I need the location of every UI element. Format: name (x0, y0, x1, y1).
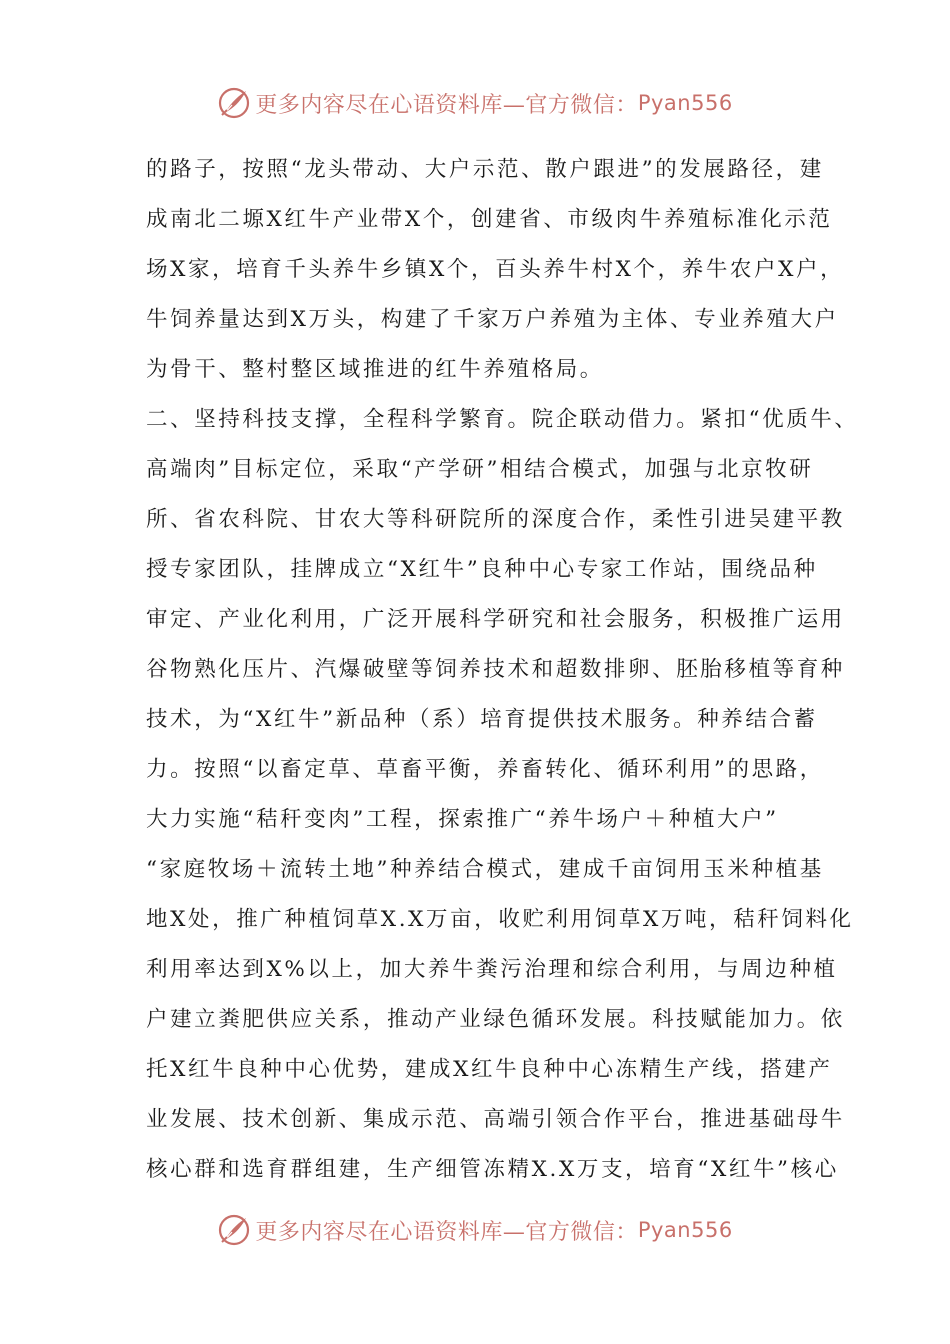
text-line: 技术，为“X红牛”新品种（系）培育提供技术服务。种养结合蓄 (146, 707, 818, 732)
text-line: “家庭牧场＋流转土地”种养结合模式，建成千亩饲用玉米种植基 (146, 857, 824, 882)
quill-pen-logo-icon (217, 1213, 251, 1247)
text-line: 大力实施“秸秆变肉”工程，探索推广“养牛场户＋种植大户” (146, 807, 779, 832)
document-body (146, 145, 859, 1195)
text-line: 高端肉”目标定位，采取“产学研”相结合模式，加强与北京牧研 (146, 457, 814, 482)
text-line: 托X红牛良种中心优势，建成X红牛良种中心冻精生产线，搭建产 (146, 1057, 833, 1082)
text-line: 户建立粪肥供应关系，推动产业绿色循环发展。科技赋能加力。依 (146, 1007, 845, 1032)
footer-watermark (0, 1210, 950, 1250)
quill-pen-logo-icon (217, 86, 251, 120)
text-line: 利用率达到X%以上，加大养牛粪污治理和综合利用，与周边种植 (146, 957, 838, 982)
text-line: 二、坚持科技支撑，全程科学繁育。院企联动借力。紧扣“优质牛、 (146, 407, 859, 432)
text-line: 授专家团队，挂牌成立“X红牛”良种中心专家工作站，围绕品种 (146, 557, 818, 582)
header-watermark (0, 83, 950, 123)
watermark-text: 更多内容尽在心语资料库—官方微信： (255, 92, 638, 118)
text-line: 为骨干、整村整区域推进的红牛养殖格局。 (146, 357, 604, 382)
text-line: 业发展、技术创新、集成示范、高端引领合作平台，推进基础母牛 (146, 1107, 845, 1132)
watermark-wechat-id: Pyan556 (637, 91, 733, 115)
text-line: 所、省农科院、甘农大等科研院所的深度合作，柔性引进吴建平教 (146, 507, 845, 532)
watermark-wechat-id: Pyan556 (637, 1218, 733, 1242)
text-line: 审定、产业化利用，广泛开展科学研究和社会服务，积极推广运用 (146, 607, 845, 632)
text-line: 谷物熟化压片、汽爆破壁等饲养技术和超数排卵、胚胎移植等育种 (146, 657, 845, 682)
text-line: 的路子，按照“龙头带动、大户示范、散户跟进”的发展路径，建 (146, 157, 824, 182)
watermark-text: 更多内容尽在心语资料库—官方微信： (255, 1219, 638, 1245)
text-line: 力。按照“以畜定草、草畜平衡，养畜转化、循环利用”的思路， (146, 757, 824, 782)
text-line: 地X处，推广种植饲草X.X万亩，收贮利用饲草X万吨，秸秆饲料化 (146, 907, 854, 932)
text-line: 成南北二塬X红牛产业带X个，创建省、市级肉牛养殖标准化示范 (146, 207, 833, 232)
text-line: 核心群和选育群组建，生产细管冻精X.X万支，培育“X红牛”核心 (146, 1157, 839, 1182)
text-line: 牛饲养量达到X万头，构建了千家万户养殖为主体、专业养殖大户 (146, 307, 839, 332)
text-line: 场X家，培育千头养牛乡镇X个，百头养牛村X个，养牛农户X户， (146, 257, 845, 282)
